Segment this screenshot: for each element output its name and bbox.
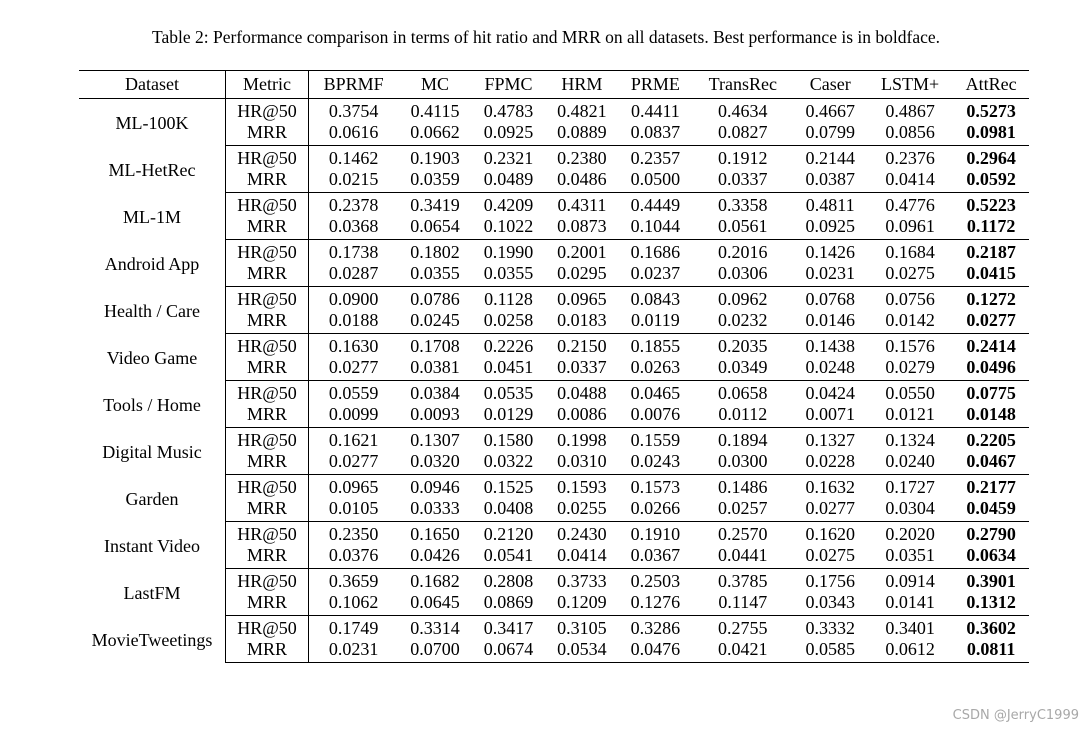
value-cell: 0.0786 [410,289,460,309]
dataset-name: Tools / Home [103,394,201,415]
value-cell: 0.1525 [483,477,534,497]
value-cell: 0.1426 [805,242,855,262]
best-value-cell: 0.1272 [966,289,1016,309]
value-cell: 0.2357 [630,148,681,168]
value-cell: 0.2321 [483,148,534,168]
value-cell: 0.0086 [545,404,618,428]
performance-table [79,70,1029,663]
value-cell: 0.0129 [472,404,545,428]
best-value-cell: 0.1172 [953,216,1029,240]
value-cell: 0.3286 [630,618,681,638]
value-cell: 0.0376 [309,545,399,569]
value-cell: 0.1910 [630,524,681,544]
value-cell: 0.1738 [328,242,379,262]
value-cell: 0.0105 [309,498,399,522]
value-cell: 0.2150 [557,336,607,356]
value-cell: 0.4821 [557,101,607,121]
value-cell: 0.0500 [619,169,692,193]
value-cell: 0.3358 [718,195,768,215]
value-cell: 0.4667 [805,101,855,121]
value-cell: 0.0257 [692,498,793,522]
metric-label: MRR [226,310,309,334]
value-cell: 0.0616 [309,122,399,146]
value-cell: 0.0799 [793,122,866,146]
value-cell: 0.0384 [410,383,460,403]
best-value-cell: 0.2205 [966,430,1016,450]
metric-label: HR@50 [226,569,309,592]
value-cell: 0.2226 [483,336,534,356]
header-hrm: HRM [545,71,618,99]
value-cell: 0.1062 [309,592,399,616]
header-transrec: TransRec [692,71,793,99]
value-cell: 0.1486 [718,477,768,497]
best-value-cell: 0.2414 [966,336,1016,356]
value-cell: 0.4449 [630,195,681,215]
value-cell: 0.0263 [619,357,692,381]
value-cell: 0.0843 [630,289,681,309]
metric-label: HR@50 [226,99,309,122]
value-cell: 0.3417 [483,618,534,638]
value-cell: 0.0541 [472,545,545,569]
value-cell: 0.0837 [619,122,692,146]
value-cell: 0.1855 [630,336,681,356]
value-cell: 0.0228 [793,451,866,475]
watermark: CSDN @JerryC1999 [952,708,1079,723]
value-cell: 0.0355 [398,263,471,287]
value-cell: 0.1593 [557,477,607,497]
table-body [79,99,1029,663]
best-value-cell: 0.2790 [966,524,1016,544]
value-cell: 0.0889 [545,122,618,146]
value-cell: 0.3659 [328,571,379,591]
value-cell: 0.3314 [410,618,460,638]
best-value-cell: 0.3602 [966,618,1016,638]
value-cell: 0.1147 [692,592,793,616]
value-cell: 0.0441 [692,545,793,569]
value-cell: 0.0465 [630,383,681,403]
value-cell: 0.0612 [867,639,953,663]
metric-label: MRR [226,122,309,146]
value-cell: 0.1650 [410,524,460,544]
value-cell: 0.2144 [805,148,855,168]
value-cell: 0.0277 [309,451,399,475]
value-cell: 0.0231 [309,639,399,663]
table-row-hr [79,99,1029,122]
value-cell: 0.0662 [398,122,471,146]
value-cell: 0.1894 [718,430,768,450]
header-prme: PRME [619,71,692,99]
best-value-cell: 0.5273 [966,101,1016,121]
value-cell: 0.1128 [484,289,533,309]
best-value-cell: 0.0496 [953,357,1029,381]
value-cell: 0.0451 [472,357,545,381]
value-cell: 0.3332 [805,618,855,638]
best-value-cell: 0.0459 [953,498,1029,522]
value-cell: 0.1044 [619,216,692,240]
value-cell: 0.1727 [885,477,935,497]
table-header-row [79,71,1029,99]
metric-label: MRR [226,451,309,475]
table-caption: Table 2: Performance comparison in terms of hit ratio and MRR on all datasets. Best performance is in boldface. [152,27,940,47]
best-value-cell: 0.2177 [966,477,1016,497]
metric-label: HR@50 [226,475,309,498]
value-cell: 0.0534 [545,639,618,663]
value-cell: 0.0925 [793,216,866,240]
value-cell: 0.1630 [328,336,379,356]
table-row-hr [79,240,1029,263]
value-cell: 0.1682 [410,571,460,591]
value-cell: 0.4311 [557,195,607,215]
table-row-hr [79,428,1029,451]
dataset-name: Garden [125,488,179,509]
metric-label: HR@50 [226,381,309,404]
value-cell: 0.3785 [718,571,768,591]
value-cell: 0.0310 [545,451,618,475]
metric-label: HR@50 [226,240,309,263]
value-cell: 0.0359 [398,169,471,193]
value-cell: 0.4811 [805,195,855,215]
best-value-cell: 0.0592 [953,169,1029,193]
metric-label: HR@50 [226,193,309,216]
value-cell: 0.0476 [619,639,692,663]
header-lstm: LSTM+ [867,71,953,99]
value-cell: 0.0275 [867,263,953,287]
metric-label: HR@50 [226,146,309,169]
best-value-cell: 0.2964 [966,148,1016,168]
table-row-hr [79,193,1029,216]
metric-label: HR@50 [226,287,309,310]
value-cell: 0.0240 [867,451,953,475]
value-cell: 0.3105 [557,618,607,638]
header-fpmc: FPMC [472,71,545,99]
value-cell: 0.1209 [545,592,618,616]
header-bprmf: BPRMF [309,71,399,99]
value-cell: 0.0408 [472,498,545,522]
value-cell: 0.0654 [398,216,471,240]
metric-label: HR@50 [226,334,309,357]
value-cell: 0.4776 [885,195,935,215]
value-cell: 0.0387 [793,169,866,193]
value-cell: 0.1462 [328,148,379,168]
value-cell: 0.0856 [867,122,953,146]
value-cell: 0.0237 [619,263,692,287]
table-row-hr [79,569,1029,592]
header-attrec: AttRec [953,71,1029,99]
value-cell: 0.0645 [398,592,471,616]
best-value-cell: 0.1312 [953,592,1029,616]
value-cell: 0.0414 [545,545,618,569]
value-cell: 0.0535 [483,383,534,403]
value-cell: 0.0255 [545,498,618,522]
value-cell: 0.1576 [885,336,935,356]
value-cell: 0.4634 [718,101,768,121]
value-cell: 0.0559 [328,383,379,403]
value-cell: 0.2020 [885,524,935,544]
value-cell: 0.3419 [410,195,460,215]
value-cell: 0.0585 [793,639,866,663]
metric-label: MRR [226,169,309,193]
best-value-cell: 0.0775 [966,383,1016,403]
value-cell: 0.3754 [328,101,379,121]
value-cell: 0.0900 [328,289,379,309]
table-row-hr [79,146,1029,169]
value-cell: 0.4115 [410,101,460,121]
value-cell: 0.0275 [793,545,866,569]
value-cell: 0.0946 [410,477,460,497]
value-cell: 0.0141 [867,592,953,616]
value-cell: 0.0421 [692,639,793,663]
value-cell: 0.1749 [328,618,379,638]
value-cell: 0.3401 [885,618,935,638]
best-value-cell: 0.0467 [953,451,1029,475]
table-row-hr [79,522,1029,545]
value-cell: 0.4209 [483,195,534,215]
value-cell: 0.4411 [630,101,680,121]
best-value-cell: 0.0277 [953,310,1029,334]
metric-label: MRR [226,545,309,569]
dataset-name: ML-100K [115,113,189,133]
metric-label: MRR [226,404,309,428]
value-cell: 0.1573 [630,477,681,497]
value-cell: 0.0183 [545,310,618,334]
header-caser: Caser [793,71,866,99]
value-cell: 0.1307 [410,430,460,450]
value-cell: 0.0426 [398,545,471,569]
value-cell: 0.4867 [885,101,935,121]
value-cell: 0.0277 [793,498,866,522]
best-value-cell: 0.0981 [953,122,1029,146]
value-cell: 0.0277 [309,357,399,381]
value-cell: 0.2503 [630,571,681,591]
value-cell: 0.0121 [867,404,953,428]
value-cell: 0.2755 [718,618,768,638]
dataset-name: ML-HetRec [108,159,196,180]
value-cell: 0.0093 [398,404,471,428]
value-cell: 0.2380 [557,148,607,168]
value-cell: 0.0076 [619,404,692,428]
value-cell: 0.0424 [805,383,855,403]
value-cell: 0.0658 [718,383,768,403]
value-cell: 0.2376 [885,148,935,168]
value-cell: 0.1912 [718,148,768,168]
value-cell: 0.0351 [867,545,953,569]
value-cell: 0.0248 [793,357,866,381]
value-cell: 0.1438 [805,336,855,356]
dataset-name: Android App [104,253,200,274]
value-cell: 0.0300 [692,451,793,475]
best-value-cell: 0.0634 [953,545,1029,569]
value-cell: 0.0355 [472,263,545,287]
value-cell: 0.0188 [309,310,399,334]
value-cell: 0.0489 [472,169,545,193]
value-cell: 0.0119 [619,310,692,334]
value-cell: 0.0488 [557,383,607,403]
table-row-hr [79,381,1029,404]
value-cell: 0.1903 [410,148,460,168]
value-cell: 0.2001 [557,242,607,262]
value-cell: 0.0381 [398,357,471,381]
value-cell: 0.0232 [692,310,793,334]
value-cell: 0.0320 [398,451,471,475]
metric-label: HR@50 [226,522,309,545]
header-metric: Metric [226,71,309,99]
value-cell: 0.0925 [472,122,545,146]
dataset-name: Health / Care [104,300,200,321]
value-cell: 0.0965 [328,477,379,497]
value-cell: 0.0550 [885,383,935,403]
value-cell: 0.0337 [545,357,618,381]
value-cell: 0.0768 [805,289,855,309]
value-cell: 0.1559 [630,430,681,450]
value-cell: 0.0965 [557,289,607,309]
value-cell: 0.0112 [692,404,793,428]
best-value-cell: 0.3901 [966,571,1016,591]
value-cell: 0.0368 [309,216,399,240]
value-cell: 0.1802 [410,242,460,262]
value-cell: 0.0337 [692,169,793,193]
value-cell: 0.0962 [718,289,768,309]
value-cell: 0.1324 [885,430,935,450]
value-cell: 0.0700 [398,639,471,663]
value-cell: 0.2430 [557,524,607,544]
value-cell: 0.1620 [805,524,855,544]
value-cell: 0.1632 [805,477,855,497]
metric-label: HR@50 [226,616,309,639]
value-cell: 0.0279 [867,357,953,381]
value-cell: 0.0295 [545,263,618,287]
value-cell: 0.2378 [328,195,379,215]
value-cell: 0.2350 [328,524,379,544]
value-cell: 0.1998 [557,430,607,450]
value-cell: 0.1684 [885,242,935,262]
value-cell: 0.0146 [793,310,866,334]
metric-label: MRR [226,592,309,616]
table-row-hr [79,475,1029,498]
dataset-name: LastFM [123,582,181,603]
best-value-cell: 0.0811 [953,639,1029,663]
best-value-cell: 0.2187 [966,242,1016,262]
value-cell: 0.0215 [309,169,399,193]
best-value-cell: 0.0415 [953,263,1029,287]
dataset-name: Instant Video [103,535,201,556]
value-cell: 0.0961 [867,216,953,240]
value-cell: 0.0304 [867,498,953,522]
metric-label: MRR [226,263,309,287]
value-cell: 0.0333 [398,498,471,522]
value-cell: 0.0322 [472,451,545,475]
metric-label: MRR [226,216,309,240]
metric-label: HR@50 [226,428,309,451]
value-cell: 0.0869 [472,592,545,616]
value-cell: 0.1686 [630,242,681,262]
table-row-hr [79,287,1029,310]
value-cell: 0.1022 [472,216,545,240]
value-cell: 0.0071 [793,404,866,428]
value-cell: 0.0343 [793,592,866,616]
value-cell: 0.0873 [545,216,618,240]
value-cell: 0.2570 [718,524,768,544]
best-value-cell: 0.0148 [953,404,1029,428]
metric-label: MRR [226,639,309,663]
value-cell: 0.0231 [793,263,866,287]
value-cell: 0.0349 [692,357,793,381]
value-cell: 0.1580 [483,430,534,450]
metric-label: MRR [226,357,309,381]
value-cell: 0.3733 [557,571,607,591]
table-row-hr [79,334,1029,357]
value-cell: 0.2120 [483,524,534,544]
value-cell: 0.4783 [483,101,534,121]
dataset-name: Video Game [106,347,198,368]
value-cell: 0.1756 [805,571,855,591]
value-cell: 0.0756 [885,289,935,309]
value-cell: 0.1990 [483,242,534,262]
value-cell: 0.0674 [472,639,545,663]
value-cell: 0.2016 [718,242,768,262]
value-cell: 0.0245 [398,310,471,334]
value-cell: 0.2808 [483,571,534,591]
dataset-name: MovieTweetings [91,629,213,650]
value-cell: 0.0266 [619,498,692,522]
header-dataset: Dataset [79,71,226,99]
best-value-cell: 0.5223 [966,195,1016,215]
value-cell: 0.0142 [867,310,953,334]
value-cell: 0.1327 [805,430,855,450]
value-cell: 0.0561 [692,216,793,240]
value-cell: 0.2035 [718,336,768,356]
value-cell: 0.0914 [885,571,935,591]
value-cell: 0.0243 [619,451,692,475]
value-cell: 0.1621 [328,430,379,450]
header-mc: MC [398,71,471,99]
value-cell: 0.0287 [309,263,399,287]
value-cell: 0.0306 [692,263,793,287]
value-cell: 0.0258 [472,310,545,334]
table-row-hr [79,616,1029,639]
value-cell: 0.1708 [410,336,460,356]
value-cell: 0.0414 [867,169,953,193]
dataset-name: ML-1M [123,206,181,227]
value-cell: 0.1276 [619,592,692,616]
value-cell: 0.0367 [619,545,692,569]
value-cell: 0.0099 [309,404,399,428]
metric-label: MRR [226,498,309,522]
value-cell: 0.0486 [545,169,618,193]
value-cell: 0.0827 [692,122,793,146]
dataset-name: Digital Music [102,441,202,462]
